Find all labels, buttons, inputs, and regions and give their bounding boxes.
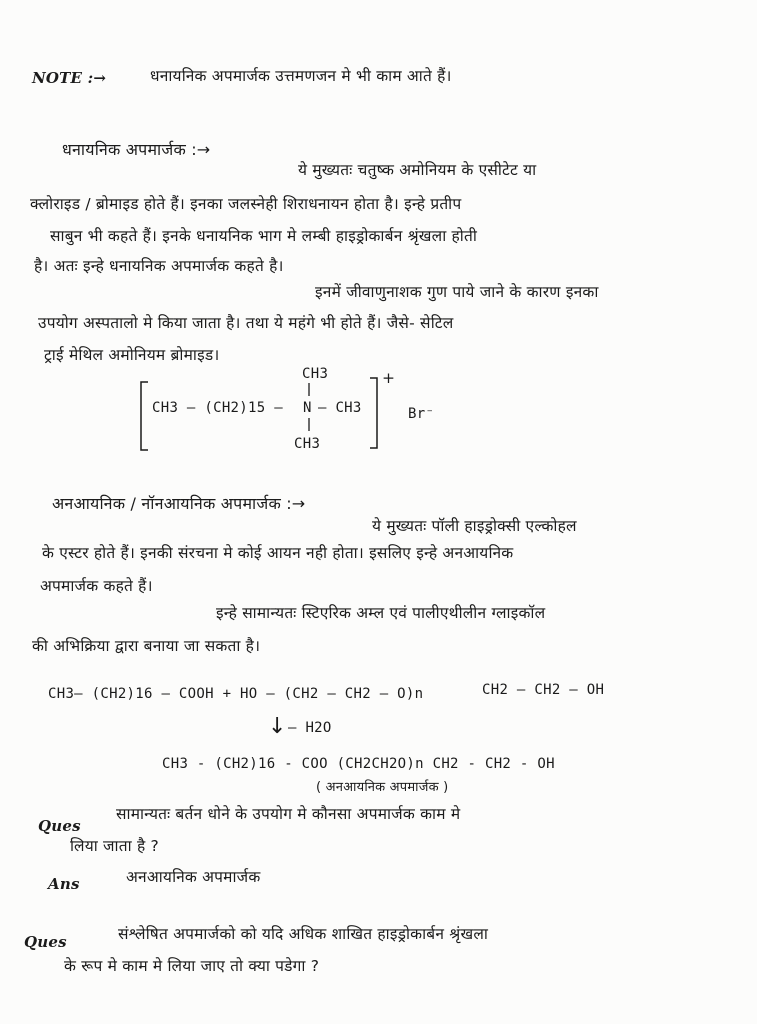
formula1-nitrogen: N	[303, 400, 312, 416]
q2-line1: संश्लेषित अपमार्जको को यदि अधिक शाखित हाइड्रोकार्बन श्रृंखला	[118, 925, 489, 943]
cationic-p1-line3: साबुन भी कहते हैं। इनके धनायनिक भाग मे लम्बी हाइड्रोकार्बन श्रृंखला होती	[50, 227, 478, 245]
q2-line2: के रूप मे काम मे लिया जाए तो क्या पडेगा ?	[64, 957, 320, 975]
q1-label: Ques	[38, 817, 81, 835]
formula1-left-chain: CH3 — (CH2)15 —	[152, 400, 283, 416]
cationic-p2-line3: ट्राई मेथिल अमोनियम ब्रोमाइड।	[44, 346, 220, 364]
formula1-bond-top	[307, 383, 311, 397]
nonionic-heading: अनआयनिक / नॉनआयनिक अपमार्जक :→	[52, 494, 306, 513]
formula1-bond-bottom	[307, 418, 311, 432]
nonionic-p1-line2: के एस्टर होते हैं। इनकी संरचना मे कोई आयन नही होता। इसलिए इन्हे अनआयनिक	[42, 544, 514, 562]
reaction-product: CH3 - (CH2)16 - COO (CH2CH2O)n CH2 - CH2 - OH	[162, 756, 555, 772]
formula1-ch3-top: CH3	[302, 366, 329, 382]
reaction-arrow: ↓	[268, 714, 287, 739]
nonionic-p1-line3: अपमार्जक कहते हैं।	[40, 577, 153, 595]
reaction-minus-water: — H2O	[288, 720, 332, 736]
cationic-p2-line1: इनमें जीवाणुनाशक गुण पाये जाने के कारण इनका	[315, 283, 599, 301]
nonionic-p1-line1: ये मुख्यतः पॉली हाइड्रोक्सी एल्कोहल	[372, 517, 577, 535]
formula1-ch3-bottom: CH3	[294, 436, 321, 452]
cationic-p1-line4: है। अतः इन्हे धनायनिक अपमार्जक कहते है।	[34, 257, 284, 275]
a1-text: अनआयनिक अपमार्जक	[126, 868, 261, 886]
q2-label: Ques	[24, 933, 67, 951]
note-label: NOTE :→	[32, 69, 107, 87]
note-text: धनायनिक अपमार्जक उत्तमणजन मे भी काम आते हैं।	[150, 67, 452, 85]
formula1-charge: +	[382, 369, 396, 387]
q1-line1: सामान्यतः बर्तन धोने के उपयोग मे कौनसा अपमार्जक काम मे	[116, 805, 461, 823]
nonionic-p2-line2: की अभिक्रिया द्वारा बनाया जा सकता है।	[32, 637, 261, 655]
nonionic-p2-line1: इन्हे सामान्यतः स्टिएरिक अम्ल एवं पालीएथीलीन ग्लाइकॉल	[216, 604, 546, 622]
q1-line2: लिया जाता है ?	[70, 837, 159, 855]
formula1-anion: Br⁻	[408, 406, 435, 422]
formula1-right-bracket	[368, 376, 380, 450]
reaction-tail: CH2 — CH2 — OH	[482, 682, 605, 698]
cationic-p1-line1: ये मुख्यतः चतुष्क अमोनियम के एसीटेट या	[298, 161, 537, 179]
cationic-heading: धनायनिक अपमार्जक :→	[62, 140, 211, 159]
cationic-p1-line2: क्लोराइड / ब्रोमाइड होते हैं। इनका जलस्नेही शिराधनायन होता है। इन्हे प्रतीप	[30, 195, 462, 213]
cationic-p2-line2: उपयोग अस्पतालो मे किया जाता है। तथा ये महंगे भी होते हैं। जैसे- सेटिल	[38, 314, 454, 332]
a1-label: Ans	[48, 875, 80, 893]
formula1-left-bracket	[138, 380, 150, 452]
reaction-product-label: ( अनआयनिक अपमार्जक )	[316, 780, 449, 795]
formula1-right: — CH3	[318, 400, 362, 416]
reaction-reactants: CH3— (CH2)16 — COOH + HO — (CH2 — CH2 — O)n	[48, 686, 424, 702]
